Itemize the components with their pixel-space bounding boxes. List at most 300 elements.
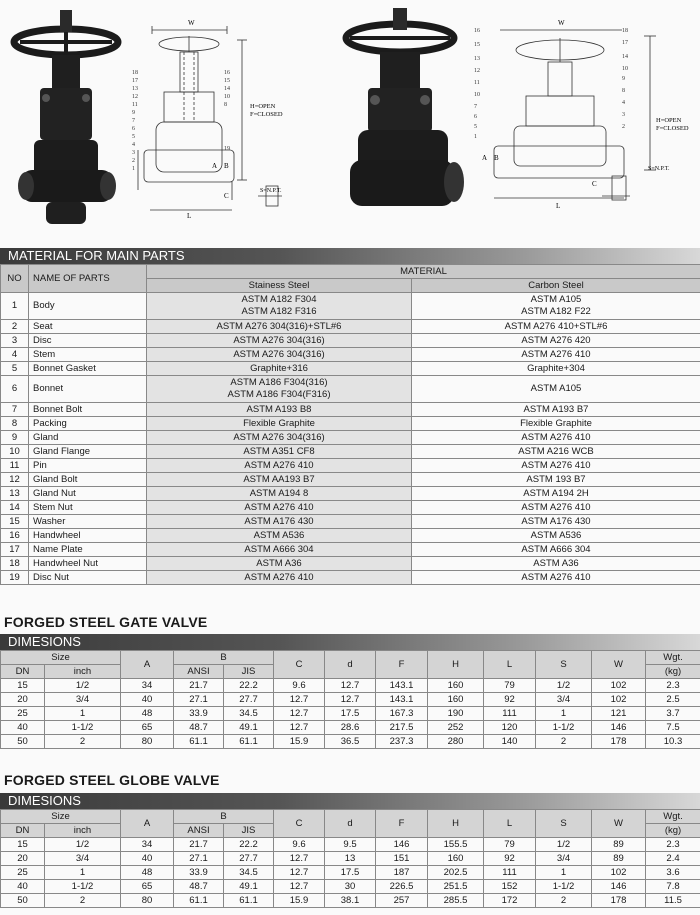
material-line: ASTM A351 CF8 (243, 445, 315, 457)
dimension-cell: 280 (428, 735, 484, 749)
material-row (1, 348, 700, 362)
gate-valve-drawing (132, 0, 320, 242)
dimension-cell: 155.5 (428, 838, 484, 852)
dimension-cell: 27.1 (174, 693, 224, 707)
stainless-steel-material (147, 487, 412, 501)
material-row (1, 403, 700, 417)
dimension-cell: 140 (484, 735, 536, 749)
col-ansi: ANSI (174, 665, 224, 679)
dimension-cell: 172 (484, 894, 536, 908)
dimension-cell: 7.8 (646, 880, 700, 894)
col-carbon-steel: Carbon Steel (412, 279, 700, 293)
material-row (1, 445, 700, 459)
globe-h-note-closed: F=CLOSED (656, 125, 689, 132)
svg-text:19: 19 (224, 146, 230, 152)
dimension-cell: 2 (45, 735, 121, 749)
dimension-cell: 9.6 (274, 679, 325, 693)
dimension-cell: 12.7 (274, 707, 325, 721)
dimension-cell: 34 (121, 838, 174, 852)
dimension-cell: 48.7 (174, 880, 224, 894)
material-row (1, 543, 700, 557)
material-line: ASTM A276 420 (521, 334, 591, 346)
col-size: Size (1, 810, 121, 824)
globe-dim-b: B (494, 154, 499, 162)
dimension-cell: 61.1 (224, 735, 274, 749)
svg-text:18: 18 (132, 70, 138, 76)
dimension-cell: 38.1 (325, 894, 376, 908)
part-name: Disc (29, 334, 147, 348)
stainless-steel-material (147, 501, 412, 515)
carbon-steel-material (412, 403, 700, 417)
gate-dimensions-banner: DIMESIONS (0, 634, 700, 650)
material-row (1, 529, 700, 543)
gate-dim-c: C (224, 192, 229, 200)
dimension-cell: 11.5 (646, 894, 700, 908)
dimension-cell: 252 (428, 721, 484, 735)
carbon-steel-material (412, 320, 700, 334)
gate-s-npt: S=N.P.T. (260, 188, 282, 194)
dimension-cell: 34.5 (224, 866, 274, 880)
dimension-row (1, 866, 700, 880)
stainless-steel-material (147, 376, 412, 403)
dimension-cell: 160 (428, 679, 484, 693)
dimension-cell: 1-1/2 (536, 880, 592, 894)
dimension-cell: 49.1 (224, 721, 274, 735)
material-row (1, 501, 700, 515)
stainless-steel-material (147, 571, 412, 585)
col-w: W (592, 810, 646, 838)
dimension-cell: 226.5 (376, 880, 428, 894)
svg-text:5: 5 (474, 124, 477, 130)
material-line: ASTM A176 430 (244, 515, 314, 527)
dimension-cell: 3/4 (536, 693, 592, 707)
col-stainless-steel: Stainess Steel (147, 279, 412, 293)
col-a: A (121, 810, 174, 838)
col-material: MATERIAL (147, 265, 700, 279)
material-row (1, 459, 700, 473)
dimension-cell: 160 (428, 693, 484, 707)
dimension-cell: 160 (428, 852, 484, 866)
col-w: W (592, 651, 646, 679)
dimension-cell: 1/2 (536, 838, 592, 852)
material-line: ASTM A276 304(316)+STL#6 (216, 320, 342, 332)
stainless-steel-material (147, 459, 412, 473)
dimension-cell: 3/4 (45, 852, 121, 866)
svg-text:2: 2 (622, 124, 625, 130)
col-d: d (325, 810, 376, 838)
dimension-cell: 187 (376, 866, 428, 880)
part-number: 9 (1, 431, 29, 445)
dimension-cell: 33.9 (174, 707, 224, 721)
material-line: ASTM A182 F22 (521, 306, 591, 317)
stainless-steel-material (147, 320, 412, 334)
gate-h-note-closed: F=CLOSED (250, 111, 283, 118)
dimension-cell: 3/4 (45, 693, 121, 707)
part-number: 8 (1, 417, 29, 431)
material-line: ASTM A276 410 (521, 501, 591, 513)
dimension-cell: 1/2 (536, 679, 592, 693)
material-row (1, 473, 700, 487)
dimension-cell: 2.3 (646, 679, 700, 693)
part-name: Gland Bolt (29, 473, 147, 487)
material-row (1, 571, 700, 585)
material-line: ASTM A276 304(316) (233, 431, 325, 443)
part-number: 11 (1, 459, 29, 473)
dimension-cell: 151 (376, 852, 428, 866)
dimension-cell: 50 (1, 735, 45, 749)
dimension-cell: 1 (536, 866, 592, 880)
svg-text:7: 7 (132, 118, 135, 124)
material-row (1, 515, 700, 529)
stainless-steel-material (147, 515, 412, 529)
dimension-cell: 80 (121, 894, 174, 908)
part-name: Pin (29, 459, 147, 473)
svg-text:8: 8 (622, 88, 625, 94)
dimension-cell: 22.2 (224, 838, 274, 852)
gate-dim-a: A (212, 162, 218, 170)
material-line: ASTM A105 (530, 294, 582, 305)
col-inch: inch (45, 824, 121, 838)
gate-dimensions-table (0, 650, 700, 749)
dimension-cell: 9.5 (325, 838, 376, 852)
dimension-cell: 40 (1, 880, 45, 894)
part-number: 3 (1, 334, 29, 348)
col-dn: DN (1, 665, 45, 679)
svg-text:10: 10 (224, 94, 230, 100)
part-name: Gland Nut (29, 487, 147, 501)
stainless-steel-material (147, 334, 412, 348)
dimension-cell: 28.6 (325, 721, 376, 735)
svg-text:1: 1 (474, 134, 477, 140)
material-banner: MATERIAL FOR MAIN PARTS (0, 248, 700, 264)
carbon-steel-material (412, 362, 700, 376)
col-jis: JIS (224, 665, 274, 679)
part-name: Bonnet (29, 376, 147, 403)
material-row (1, 320, 700, 334)
globe-dim-c: C (592, 180, 597, 188)
svg-text:9: 9 (132, 110, 135, 116)
dimension-cell: 2.4 (646, 852, 700, 866)
globe-dim-a: A (482, 154, 488, 162)
material-row (1, 376, 700, 403)
svg-text:6: 6 (474, 114, 477, 120)
material-line: ASTM A276 304(316) (233, 348, 325, 360)
material-line: ASTM A276 410+STL#6 (504, 320, 608, 332)
dimension-cell: 30 (325, 880, 376, 894)
dimension-cell: 15 (1, 679, 45, 693)
col-a: A (121, 651, 174, 679)
material-line: Flexible Graphite (520, 417, 592, 429)
col-s: S (536, 651, 592, 679)
dimension-cell: 48 (121, 866, 174, 880)
dimension-cell: 17.5 (325, 866, 376, 880)
dimension-cell: 1-1/2 (45, 880, 121, 894)
dimension-cell: 237.3 (376, 735, 428, 749)
dimension-cell: 1-1/2 (536, 721, 592, 735)
svg-text:2: 2 (132, 158, 135, 164)
dimension-cell: 12.7 (274, 721, 325, 735)
carbon-steel-material (412, 543, 700, 557)
stainless-steel-material (147, 543, 412, 557)
part-number: 2 (1, 320, 29, 334)
svg-text:5: 5 (132, 134, 135, 140)
dimension-row (1, 880, 700, 894)
carbon-steel-material (412, 487, 700, 501)
dimension-cell: 143.1 (376, 679, 428, 693)
part-name: Handwheel (29, 529, 147, 543)
col-h: H (428, 651, 484, 679)
dimension-cell: 167.3 (376, 707, 428, 721)
dimension-cell: 143.1 (376, 693, 428, 707)
carbon-steel-material (412, 293, 700, 320)
dimension-cell: 79 (484, 838, 536, 852)
svg-text:15: 15 (224, 78, 230, 84)
col-l: L (484, 810, 536, 838)
part-name: Gland (29, 431, 147, 445)
col-ansi: ANSI (174, 824, 224, 838)
dimension-cell: 7.5 (646, 721, 700, 735)
dimension-cell: 285.5 (428, 894, 484, 908)
col-c: C (274, 651, 325, 679)
part-name: Disc Nut (29, 571, 147, 585)
dimension-cell: 146 (376, 838, 428, 852)
globe-h-note-open: H=OPEN (656, 117, 682, 124)
dimension-cell: 2.3 (646, 838, 700, 852)
svg-text:12: 12 (132, 94, 138, 100)
dimension-cell: 1 (536, 707, 592, 721)
carbon-steel-material (412, 473, 700, 487)
material-line: ASTM A105 (530, 383, 582, 394)
svg-text:16: 16 (474, 28, 480, 34)
part-name: Stem (29, 348, 147, 362)
stainless-steel-material (147, 529, 412, 543)
svg-text:12: 12 (474, 68, 480, 74)
svg-text:16: 16 (224, 70, 230, 76)
dimension-cell: 15 (1, 838, 45, 852)
material-line: ASTM A182 F316 (241, 306, 317, 317)
col-size: Size (1, 651, 121, 665)
part-number: 10 (1, 445, 29, 459)
part-number: 17 (1, 543, 29, 557)
col-dn: DN (1, 824, 45, 838)
part-name: Stem Nut (29, 501, 147, 515)
dimension-cell: 146 (592, 721, 646, 735)
svg-text:1: 1 (132, 166, 135, 172)
dimension-cell: 20 (1, 693, 45, 707)
part-number: 18 (1, 557, 29, 571)
material-line: ASTM A666 304 (244, 543, 314, 555)
svg-text:6: 6 (132, 126, 135, 132)
dimension-cell: 33.9 (174, 866, 224, 880)
dimension-cell: 65 (121, 721, 174, 735)
carbon-steel-material (412, 376, 700, 403)
dimension-cell: 21.7 (174, 679, 224, 693)
dimension-cell: 25 (1, 707, 45, 721)
svg-text:13: 13 (474, 56, 480, 62)
dimension-cell: 146 (592, 880, 646, 894)
col-h: H (428, 810, 484, 838)
dimension-cell: 12.7 (325, 693, 376, 707)
globe-valve-drawing (472, 0, 700, 242)
svg-text:3: 3 (132, 150, 135, 156)
dimension-cell: 2 (45, 894, 121, 908)
dimension-cell: 34 (121, 679, 174, 693)
dimension-cell: 2 (536, 894, 592, 908)
carbon-steel-material (412, 459, 700, 473)
dimension-cell: 13 (325, 852, 376, 866)
part-number: 7 (1, 403, 29, 417)
dimension-cell: 3/4 (536, 852, 592, 866)
part-number: 12 (1, 473, 29, 487)
globe-dim-w: W (558, 19, 565, 27)
material-line: ASTM A36 (256, 557, 302, 569)
dimension-cell: 40 (121, 693, 174, 707)
globe-s-npt: S=N.P.T. (648, 166, 670, 172)
material-line: ASTM A186 F304(316) (230, 377, 328, 388)
part-name: Seat (29, 320, 147, 334)
carbon-steel-material (412, 571, 700, 585)
gate-dim-w: W (188, 19, 195, 27)
col-b: B (174, 651, 274, 665)
carbon-steel-material (412, 334, 700, 348)
dimension-cell: 257 (376, 894, 428, 908)
header-row (1, 651, 700, 665)
stainless-steel-material (147, 348, 412, 362)
part-number: 16 (1, 529, 29, 543)
col-s: S (536, 810, 592, 838)
gate-drawing-labels (132, 70, 230, 172)
globe-dimensions-banner: DIMESIONS (0, 793, 700, 809)
col-name-of-parts: NAME OF PARTS (29, 265, 147, 293)
dimension-cell: 3.7 (646, 707, 700, 721)
gate-dim-l: L (187, 212, 192, 220)
col-f: F (376, 651, 428, 679)
svg-text:9: 9 (622, 76, 625, 82)
col-l: L (484, 651, 536, 679)
material-line: ASTM A193 B8 (246, 403, 312, 415)
dimension-cell: 21.7 (174, 838, 224, 852)
dimension-cell: 120 (484, 721, 536, 735)
svg-text:10: 10 (622, 66, 628, 72)
dimension-cell: 27.1 (174, 852, 224, 866)
part-name: Packing (29, 417, 147, 431)
part-name: Name Plate (29, 543, 147, 557)
dimension-cell: 1 (45, 866, 121, 880)
svg-text:11: 11 (474, 80, 480, 86)
dimension-cell: 3.6 (646, 866, 700, 880)
dimension-cell: 92 (484, 852, 536, 866)
dimension-row (1, 693, 700, 707)
dimension-row (1, 707, 700, 721)
dimension-cell: 48.7 (174, 721, 224, 735)
material-row (1, 487, 700, 501)
dimension-cell: 1/2 (45, 838, 121, 852)
dimension-cell: 1 (45, 707, 121, 721)
dimension-cell: 10.3 (646, 735, 700, 749)
material-line: ASTM A216 WCB (518, 445, 594, 457)
material-line: ASTM A276 410 (521, 348, 591, 360)
material-line: ASTM A176 430 (521, 515, 591, 527)
material-line: ASTM A194 2H (523, 487, 589, 499)
dimension-row (1, 852, 700, 866)
material-line: Flexible Graphite (243, 417, 315, 429)
dimension-cell: 15.9 (274, 735, 325, 749)
col-no: NO (1, 265, 29, 293)
material-line: ASTM A36 (533, 557, 579, 569)
globe-dimensions-table (0, 809, 700, 908)
header-row (1, 810, 700, 824)
dimension-cell: 49.1 (224, 880, 274, 894)
material-line: ASTM A536 (530, 529, 582, 541)
material-line: ASTM A276 410 (521, 431, 591, 443)
dimension-cell: 80 (121, 735, 174, 749)
carbon-steel-material (412, 515, 700, 529)
part-number: 4 (1, 348, 29, 362)
dimension-cell: 152 (484, 880, 536, 894)
material-line: ASTM AA193 B7 (243, 473, 315, 485)
gate-valve-title: FORGED STEEL GATE VALVE (4, 614, 208, 630)
material-line: Graphite+316 (250, 362, 308, 374)
svg-text:13: 13 (132, 86, 138, 92)
globe-dim-l: L (556, 202, 561, 210)
col-d: d (325, 651, 376, 679)
material-line: ASTM A666 304 (521, 543, 591, 555)
dimension-cell: 40 (121, 852, 174, 866)
part-name: Gland Flange (29, 445, 147, 459)
col-inch: inch (45, 665, 121, 679)
dimension-row (1, 721, 700, 735)
part-name: Washer (29, 515, 147, 529)
dimension-cell: 102 (592, 866, 646, 880)
dimension-cell: 251.5 (428, 880, 484, 894)
svg-text:3: 3 (622, 112, 625, 118)
part-number: 14 (1, 501, 29, 515)
dimension-cell: 12.7 (274, 880, 325, 894)
material-line: ASTM A194 8 (249, 487, 309, 499)
carbon-steel-material (412, 348, 700, 362)
dimension-cell: 102 (592, 679, 646, 693)
stainless-steel-material (147, 293, 412, 320)
svg-text:14: 14 (622, 54, 628, 60)
dimension-cell: 111 (484, 707, 536, 721)
material-line: ASTM A276 410 (244, 571, 314, 583)
dimension-row (1, 838, 700, 852)
globe-valve-title: FORGED STEEL GLOBE VALVE (4, 772, 220, 788)
dimension-row (1, 679, 700, 693)
dimension-cell: 89 (592, 852, 646, 866)
part-name: Bonnet Bolt (29, 403, 147, 417)
dimension-cell: 190 (428, 707, 484, 721)
dimension-cell: 102 (592, 693, 646, 707)
part-number: 15 (1, 515, 29, 529)
dimension-cell: 22.2 (224, 679, 274, 693)
material-line: ASTM A276 410 (521, 571, 591, 583)
dimension-cell: 178 (592, 894, 646, 908)
dimension-cell: 111 (484, 866, 536, 880)
dimension-cell: 27.7 (224, 852, 274, 866)
dimension-cell: 17.5 (325, 707, 376, 721)
material-row (1, 557, 700, 571)
svg-text:18: 18 (622, 28, 628, 34)
material-row (1, 334, 700, 348)
part-name: Body (29, 293, 147, 320)
svg-text:4: 4 (132, 142, 135, 148)
material-line: ASTM A276 410 (244, 501, 314, 513)
material-line: ASTM A276 410 (521, 459, 591, 471)
material-line: Graphite+304 (527, 362, 585, 374)
globe-valve-photo (330, 0, 475, 242)
svg-text:14: 14 (224, 86, 230, 92)
